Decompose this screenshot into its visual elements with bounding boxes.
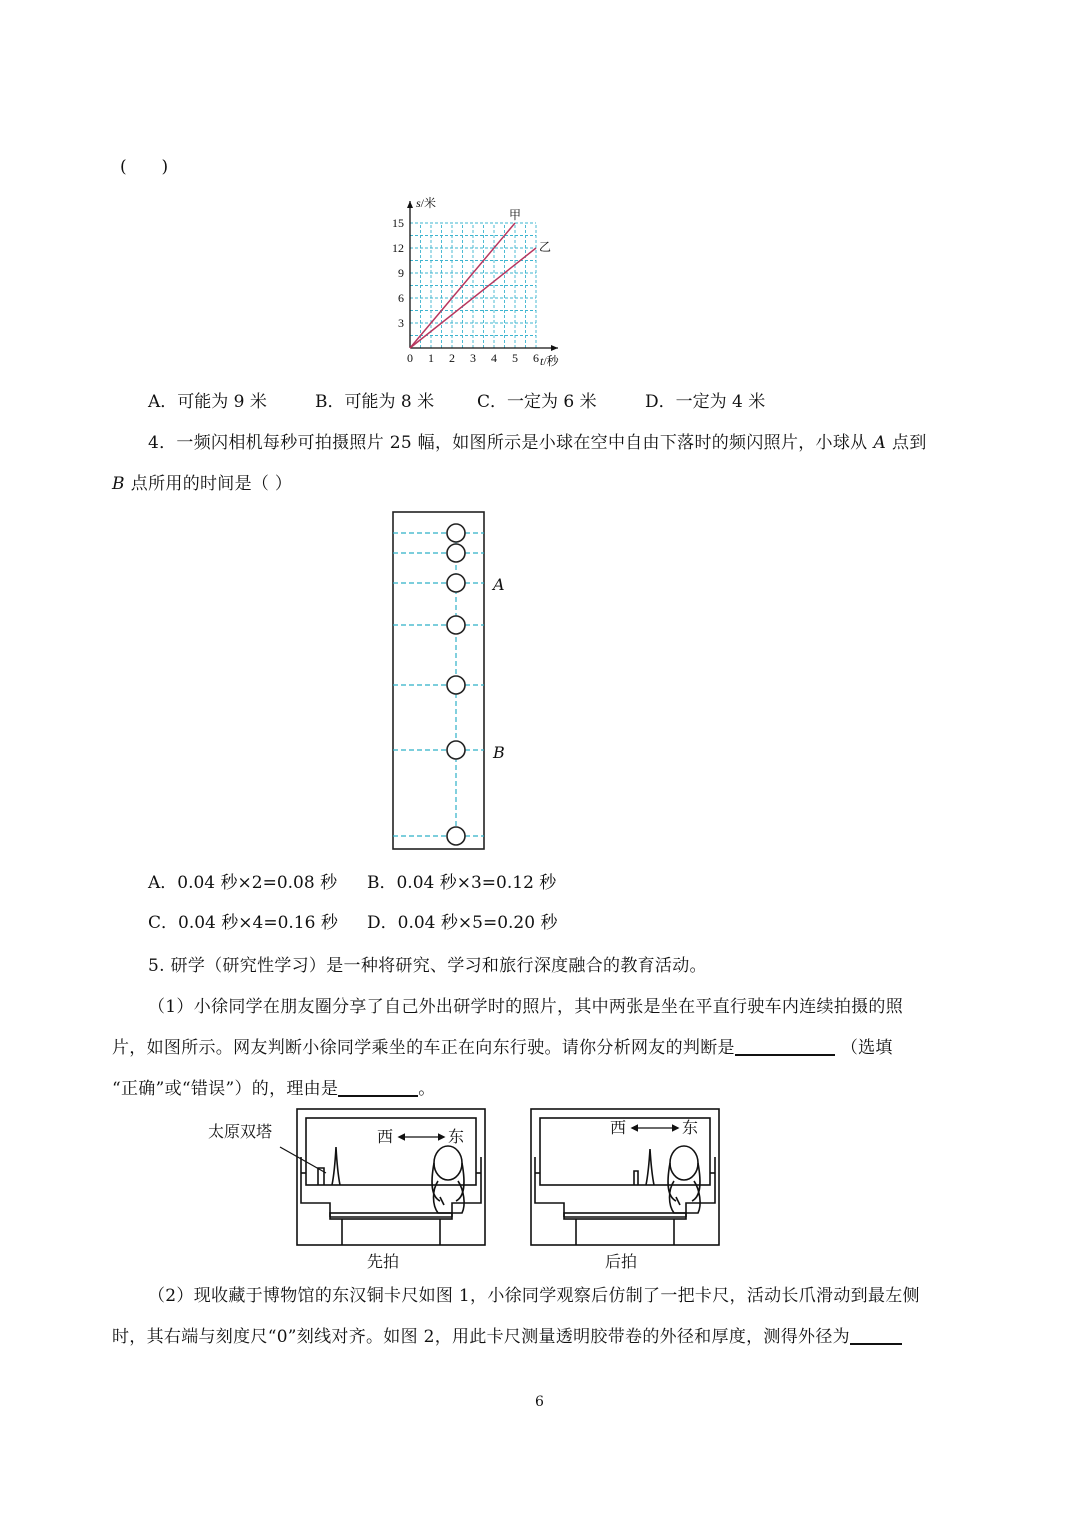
answer-blank[interactable] [735, 1036, 835, 1056]
q5-intro: 5. 研学（研究性学习）是一种将研究、学习和旅行深度融合的教育活动。 [148, 956, 707, 976]
caption-after: 后拍 [605, 1252, 638, 1271]
q3-option-c: C．一定为 6 米 [477, 392, 597, 412]
chart-legend-label: 乙 [539, 240, 552, 254]
q3-option-d: D．一定为 4 米 [645, 392, 766, 412]
west-label: 西 [377, 1127, 394, 1146]
chart-y-tick-label: 3 [398, 316, 404, 330]
chart-x-tick-label: 0 [407, 351, 413, 365]
east-label-2: 东 [682, 1118, 699, 1137]
chart-x-tick-label: 1 [428, 351, 434, 365]
chart-y-tick-label: 9 [398, 266, 404, 280]
chart-y-tick-label: 12 [392, 241, 404, 255]
ball [447, 676, 465, 694]
chart-x-label: t/秒 [540, 354, 559, 368]
chart-y-arrow [407, 201, 413, 208]
point-b-label: B [493, 743, 505, 762]
q5-part1-line2: 片，如图所示。网友判断小徐同学乘坐的车正在向东行驶。请你分析网友的判断是 （选填 [112, 1038, 893, 1058]
strobe-photo-figure [390, 510, 530, 850]
ball [447, 741, 465, 759]
q3-option-a: A．可能为 9 米 [148, 392, 267, 412]
point-a-label: A [493, 575, 505, 594]
answer-blank[interactable] [338, 1077, 418, 1097]
tower-label: 太原双塔 [208, 1122, 273, 1141]
chart-x-tick-label: 3 [470, 351, 476, 365]
q4-option-c: C．0.04 秒×4=0.16 秒 [148, 913, 338, 933]
tower-leader-line [280, 1147, 326, 1173]
q3-option-b: B．可能为 8 米 [315, 392, 435, 412]
page-number: 6 [535, 1394, 545, 1410]
chart-y-tick-label: 15 [392, 216, 404, 230]
ball [447, 574, 465, 592]
chart-x-tick-label: 4 [491, 351, 497, 365]
st-chart [390, 195, 590, 385]
caption-first: 先拍 [367, 1252, 400, 1271]
train-photos-figure [200, 1105, 760, 1270]
chart-x-tick-label: 6 [533, 351, 539, 365]
q5-part2-line1: （2）现收藏于博物馆的东汉铜卡尺如图 1，小徐同学观察后仿制了一把卡尺，活动长爪滑动到最左侧 [148, 1286, 920, 1306]
q5-part2-line2: 时，其右端与刻度尺“0”刻线对齐。如图 2，用此卡尺测量透明胶带卷的外径和厚度，测得外径为 [112, 1322, 902, 1347]
q4-option-a: A．0.04 秒×2=0.08 秒 [148, 873, 338, 893]
chart-legend-label: 甲 [509, 208, 522, 222]
east-label: 东 [448, 1127, 465, 1146]
q4-option-d: D．0.04 秒×5=0.20 秒 [367, 913, 558, 933]
ball [447, 544, 465, 562]
answer-blank[interactable] [850, 1325, 902, 1345]
chart-x-arrow [551, 345, 558, 351]
ball [447, 524, 465, 542]
q5-part1-line3: “正确”或“错误”）的，理由是 。 [112, 1079, 436, 1099]
q4-option-b: B．0.04 秒×3=0.12 秒 [367, 873, 557, 893]
chart-x-tick-label: 2 [449, 351, 455, 365]
ball [447, 827, 465, 845]
q5-part1-line1: （1）小徐同学在朋友圈分享了自己外出研学时的照片，其中两张是坐在平直行驶车内连续拍摄的照 [148, 997, 904, 1017]
chart-y-label: s/米 [416, 196, 437, 210]
chart-y-tick-label: 6 [398, 291, 404, 305]
q3-answer-bracket: ( ) [120, 157, 169, 177]
chart-x-tick-label: 5 [512, 351, 518, 365]
q4-question-line2: B 点所用的时间是（ ） [112, 474, 293, 494]
ball [447, 616, 465, 634]
west-label-2: 西 [610, 1118, 627, 1137]
q4-question-line1: 4．一频闪相机每秒可拍摄照片 25 幅，如图所示是小球在空中自由下落时的频闪照片，小球从 A 点到 [148, 433, 927, 453]
